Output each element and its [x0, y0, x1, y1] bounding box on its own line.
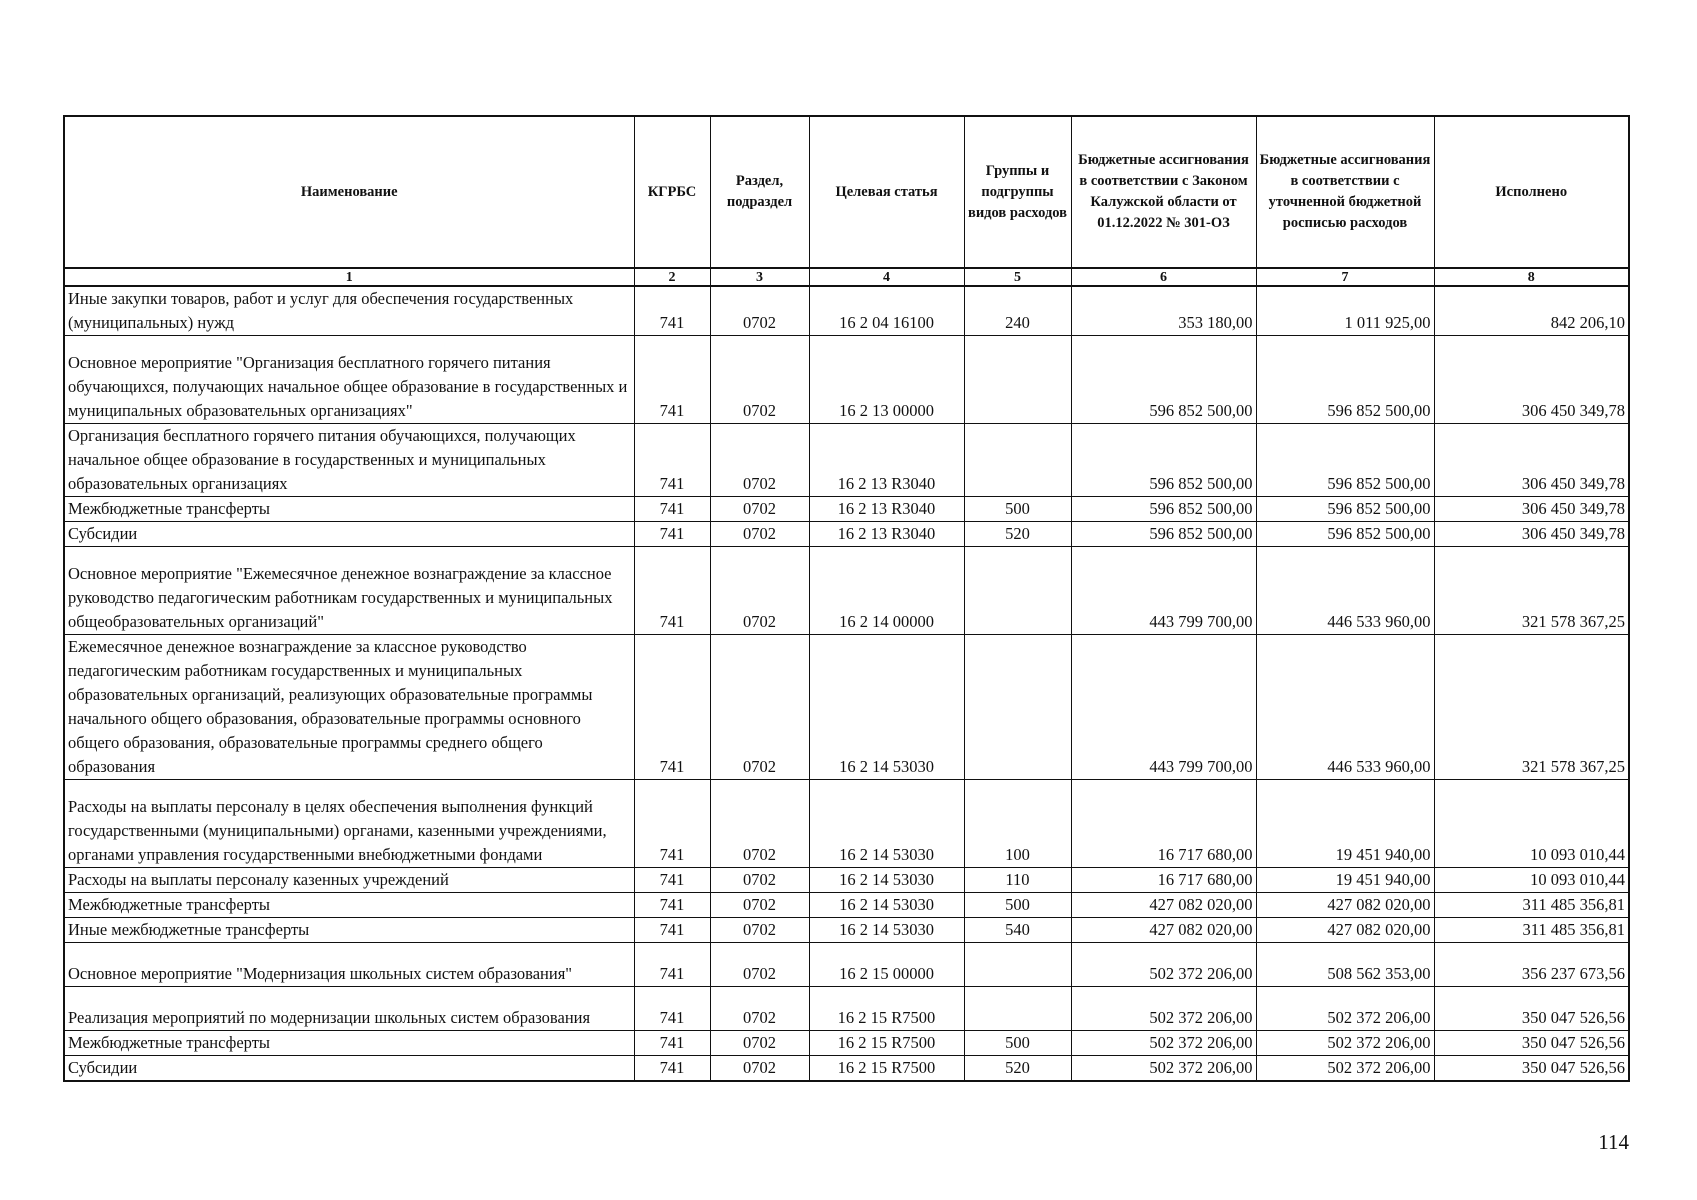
row-kgrbs: 741 — [634, 424, 710, 497]
row-target: 16 2 15 00000 — [809, 943, 964, 987]
row-target: 16 2 13 R3040 — [809, 497, 964, 522]
row-revised-amount: 596 852 500,00 — [1256, 522, 1434, 547]
row-group: 520 — [964, 1056, 1071, 1082]
row-section: 0702 — [710, 1056, 809, 1082]
row-group — [964, 943, 1071, 987]
row-section: 0702 — [710, 522, 809, 547]
row-group — [964, 424, 1071, 497]
row-section: 0702 — [710, 987, 809, 1031]
row-executed-amount: 311 485 356,81 — [1434, 918, 1629, 943]
row-kgrbs: 741 — [634, 497, 710, 522]
row-group: 110 — [964, 868, 1071, 893]
row-revised-amount: 508 562 353,00 — [1256, 943, 1434, 987]
header-law: Бюджетные ассигнования в соответствии с Законом Калужской области от 01.12.2022 № 301-ОЗ — [1071, 116, 1256, 268]
row-name: Субсидии — [64, 522, 634, 547]
column-number: 5 — [964, 268, 1071, 286]
row-executed-amount: 350 047 526,56 — [1434, 1031, 1629, 1056]
row-name: Межбюджетные трансферты — [64, 1031, 634, 1056]
row-executed-amount: 306 450 349,78 — [1434, 336, 1629, 424]
table-row — [64, 522, 1629, 547]
row-revised-amount: 427 082 020,00 — [1256, 893, 1434, 918]
row-law-amount: 502 372 206,00 — [1071, 987, 1256, 1031]
header-groups: Группы и подгруппы видов расходов — [964, 116, 1071, 268]
table-row — [64, 780, 1629, 868]
table-row — [64, 893, 1629, 918]
row-group: 500 — [964, 893, 1071, 918]
row-group: 500 — [964, 1031, 1071, 1056]
row-law-amount: 596 852 500,00 — [1071, 497, 1256, 522]
row-kgrbs: 741 — [634, 1031, 710, 1056]
row-group: 500 — [964, 497, 1071, 522]
row-target: 16 2 15 R7500 — [809, 1031, 964, 1056]
table-row — [64, 336, 1629, 424]
row-revised-amount: 502 372 206,00 — [1256, 1056, 1434, 1082]
row-revised-amount: 1 011 925,00 — [1256, 286, 1434, 336]
row-target: 16 2 15 R7500 — [809, 987, 964, 1031]
row-group: 100 — [964, 780, 1071, 868]
row-law-amount: 427 082 020,00 — [1071, 918, 1256, 943]
row-target: 16 2 14 00000 — [809, 547, 964, 635]
table-row — [64, 547, 1629, 635]
table-row — [64, 424, 1629, 497]
row-executed-amount: 350 047 526,56 — [1434, 987, 1629, 1031]
header-target: Целевая статья — [809, 116, 964, 268]
page-number: 114 — [1598, 1130, 1629, 1154]
row-name: Ежемесячное денежное вознаграждение за классное руководство педагогическим работникам государственных и муниципальных образовательных организаций, реализующих образовательные программы начального общего образования, образовательные программы основного общего образования, образовательные программы среднего общего образования — [64, 635, 634, 780]
row-section: 0702 — [710, 336, 809, 424]
row-name: Межбюджетные трансферты — [64, 893, 634, 918]
row-name: Расходы на выплаты персоналу в целях обеспечения выполнения функций государственными (муниципальными) органами, казенными учреждениями, органами управления государственными внебюджетными фондами — [64, 780, 634, 868]
row-revised-amount: 596 852 500,00 — [1256, 497, 1434, 522]
row-revised-amount: 427 082 020,00 — [1256, 918, 1434, 943]
table-row — [64, 868, 1629, 893]
row-executed-amount: 10 093 010,44 — [1434, 780, 1629, 868]
row-group — [964, 987, 1071, 1031]
row-kgrbs: 741 — [634, 1056, 710, 1082]
row-kgrbs: 741 — [634, 868, 710, 893]
row-name: Основное мероприятие "Модернизация школьных систем образования" — [64, 943, 634, 987]
table-row — [64, 286, 1629, 336]
row-group: 540 — [964, 918, 1071, 943]
row-law-amount: 596 852 500,00 — [1071, 522, 1256, 547]
row-target: 16 2 13 00000 — [809, 336, 964, 424]
row-law-amount: 502 372 206,00 — [1071, 1031, 1256, 1056]
row-target: 16 2 14 53030 — [809, 893, 964, 918]
row-target: 16 2 14 53030 — [809, 635, 964, 780]
row-revised-amount: 19 451 940,00 — [1256, 780, 1434, 868]
row-name: Реализация мероприятий по модернизации школьных систем образования — [64, 987, 634, 1031]
table-row — [64, 635, 1629, 780]
row-group — [964, 547, 1071, 635]
row-law-amount: 427 082 020,00 — [1071, 893, 1256, 918]
row-name: Иные межбюджетные трансферты — [64, 918, 634, 943]
row-law-amount: 443 799 700,00 — [1071, 635, 1256, 780]
column-number: 1 — [64, 268, 634, 286]
row-group — [964, 336, 1071, 424]
row-section: 0702 — [710, 286, 809, 336]
column-number: 6 — [1071, 268, 1256, 286]
row-kgrbs: 741 — [634, 547, 710, 635]
row-revised-amount: 596 852 500,00 — [1256, 424, 1434, 497]
header-kgrbs: КГРБС — [634, 116, 710, 268]
row-name: Иные закупки товаров, работ и услуг для обеспечения государственных (муниципальных) нужд — [64, 286, 634, 336]
row-name: Субсидии — [64, 1056, 634, 1082]
table-row — [64, 1031, 1629, 1056]
row-law-amount: 353 180,00 — [1071, 286, 1256, 336]
row-executed-amount: 350 047 526,56 — [1434, 1056, 1629, 1082]
row-name: Основное мероприятие "Организация бесплатного горячего питания обучающихся, получающих начальное общее образование в государственных и муниципальных образовательных организациях" — [64, 336, 634, 424]
header-executed: Исполнено — [1434, 116, 1629, 268]
row-group: 520 — [964, 522, 1071, 547]
row-group: 240 — [964, 286, 1071, 336]
row-kgrbs: 741 — [634, 336, 710, 424]
row-target: 16 2 04 16100 — [809, 286, 964, 336]
row-kgrbs: 741 — [634, 780, 710, 868]
column-number: 4 — [809, 268, 964, 286]
row-kgrbs: 741 — [634, 987, 710, 1031]
column-number: 7 — [1256, 268, 1434, 286]
row-target: 16 2 14 53030 — [809, 868, 964, 893]
budget-execution-table — [63, 115, 1630, 1082]
row-law-amount: 502 372 206,00 — [1071, 943, 1256, 987]
row-revised-amount: 502 372 206,00 — [1256, 987, 1434, 1031]
row-executed-amount: 842 206,10 — [1434, 286, 1629, 336]
table-row — [64, 1056, 1629, 1082]
row-executed-amount: 321 578 367,25 — [1434, 547, 1629, 635]
row-section: 0702 — [710, 424, 809, 497]
row-revised-amount: 502 372 206,00 — [1256, 1031, 1434, 1056]
row-target: 16 2 15 R7500 — [809, 1056, 964, 1082]
row-section: 0702 — [710, 943, 809, 987]
row-section: 0702 — [710, 780, 809, 868]
row-section: 0702 — [710, 918, 809, 943]
table-body — [64, 286, 1629, 1081]
row-law-amount: 16 717 680,00 — [1071, 868, 1256, 893]
row-target: 16 2 14 53030 — [809, 780, 964, 868]
row-executed-amount: 356 237 673,56 — [1434, 943, 1629, 987]
row-law-amount: 16 717 680,00 — [1071, 780, 1256, 868]
row-target: 16 2 13 R3040 — [809, 522, 964, 547]
row-kgrbs: 741 — [634, 522, 710, 547]
row-kgrbs: 741 — [634, 943, 710, 987]
row-kgrbs: 741 — [634, 286, 710, 336]
row-law-amount: 443 799 700,00 — [1071, 547, 1256, 635]
header-section: Раздел, подраздел — [710, 116, 809, 268]
row-kgrbs: 741 — [634, 893, 710, 918]
row-section: 0702 — [710, 547, 809, 635]
row-executed-amount: 321 578 367,25 — [1434, 635, 1629, 780]
row-revised-amount: 596 852 500,00 — [1256, 336, 1434, 424]
row-target: 16 2 14 53030 — [809, 918, 964, 943]
column-number-row — [64, 268, 1629, 286]
table-row — [64, 497, 1629, 522]
table-row — [64, 918, 1629, 943]
row-executed-amount: 306 450 349,78 — [1434, 424, 1629, 497]
table-row — [64, 943, 1629, 987]
row-section: 0702 — [710, 1031, 809, 1056]
row-target: 16 2 13 R3040 — [809, 424, 964, 497]
row-kgrbs: 741 — [634, 635, 710, 780]
row-executed-amount: 311 485 356,81 — [1434, 893, 1629, 918]
row-name: Организация бесплатного горячего питания обучающихся, получающих начальное общее образование в государственных и муниципальных образовательных организациях — [64, 424, 634, 497]
column-number: 3 — [710, 268, 809, 286]
row-kgrbs: 741 — [634, 918, 710, 943]
row-law-amount: 502 372 206,00 — [1071, 1056, 1256, 1082]
row-revised-amount: 19 451 940,00 — [1256, 868, 1434, 893]
row-section: 0702 — [710, 868, 809, 893]
row-executed-amount: 306 450 349,78 — [1434, 497, 1629, 522]
row-law-amount: 596 852 500,00 — [1071, 424, 1256, 497]
column-number: 2 — [634, 268, 710, 286]
row-section: 0702 — [710, 497, 809, 522]
table-row — [64, 987, 1629, 1031]
header-revised: Бюджетные ассигнования в соответствии с уточненной бюджетной росписью расходов — [1256, 116, 1434, 268]
column-number: 8 — [1434, 268, 1629, 286]
row-section: 0702 — [710, 635, 809, 780]
row-revised-amount: 446 533 960,00 — [1256, 635, 1434, 780]
row-revised-amount: 446 533 960,00 — [1256, 547, 1434, 635]
row-group — [964, 635, 1071, 780]
row-name: Основное мероприятие "Ежемесячное денежное вознаграждение за классное руководство педагогическим работникам государственных и муниципальных общеобразовательных организаций" — [64, 547, 634, 635]
row-executed-amount: 10 093 010,44 — [1434, 868, 1629, 893]
row-executed-amount: 306 450 349,78 — [1434, 522, 1629, 547]
row-law-amount: 596 852 500,00 — [1071, 336, 1256, 424]
header-row — [64, 116, 1629, 268]
row-section: 0702 — [710, 893, 809, 918]
row-name: Расходы на выплаты персоналу казенных учреждений — [64, 868, 634, 893]
header-name: Наименование — [64, 116, 634, 268]
row-name: Межбюджетные трансферты — [64, 497, 634, 522]
